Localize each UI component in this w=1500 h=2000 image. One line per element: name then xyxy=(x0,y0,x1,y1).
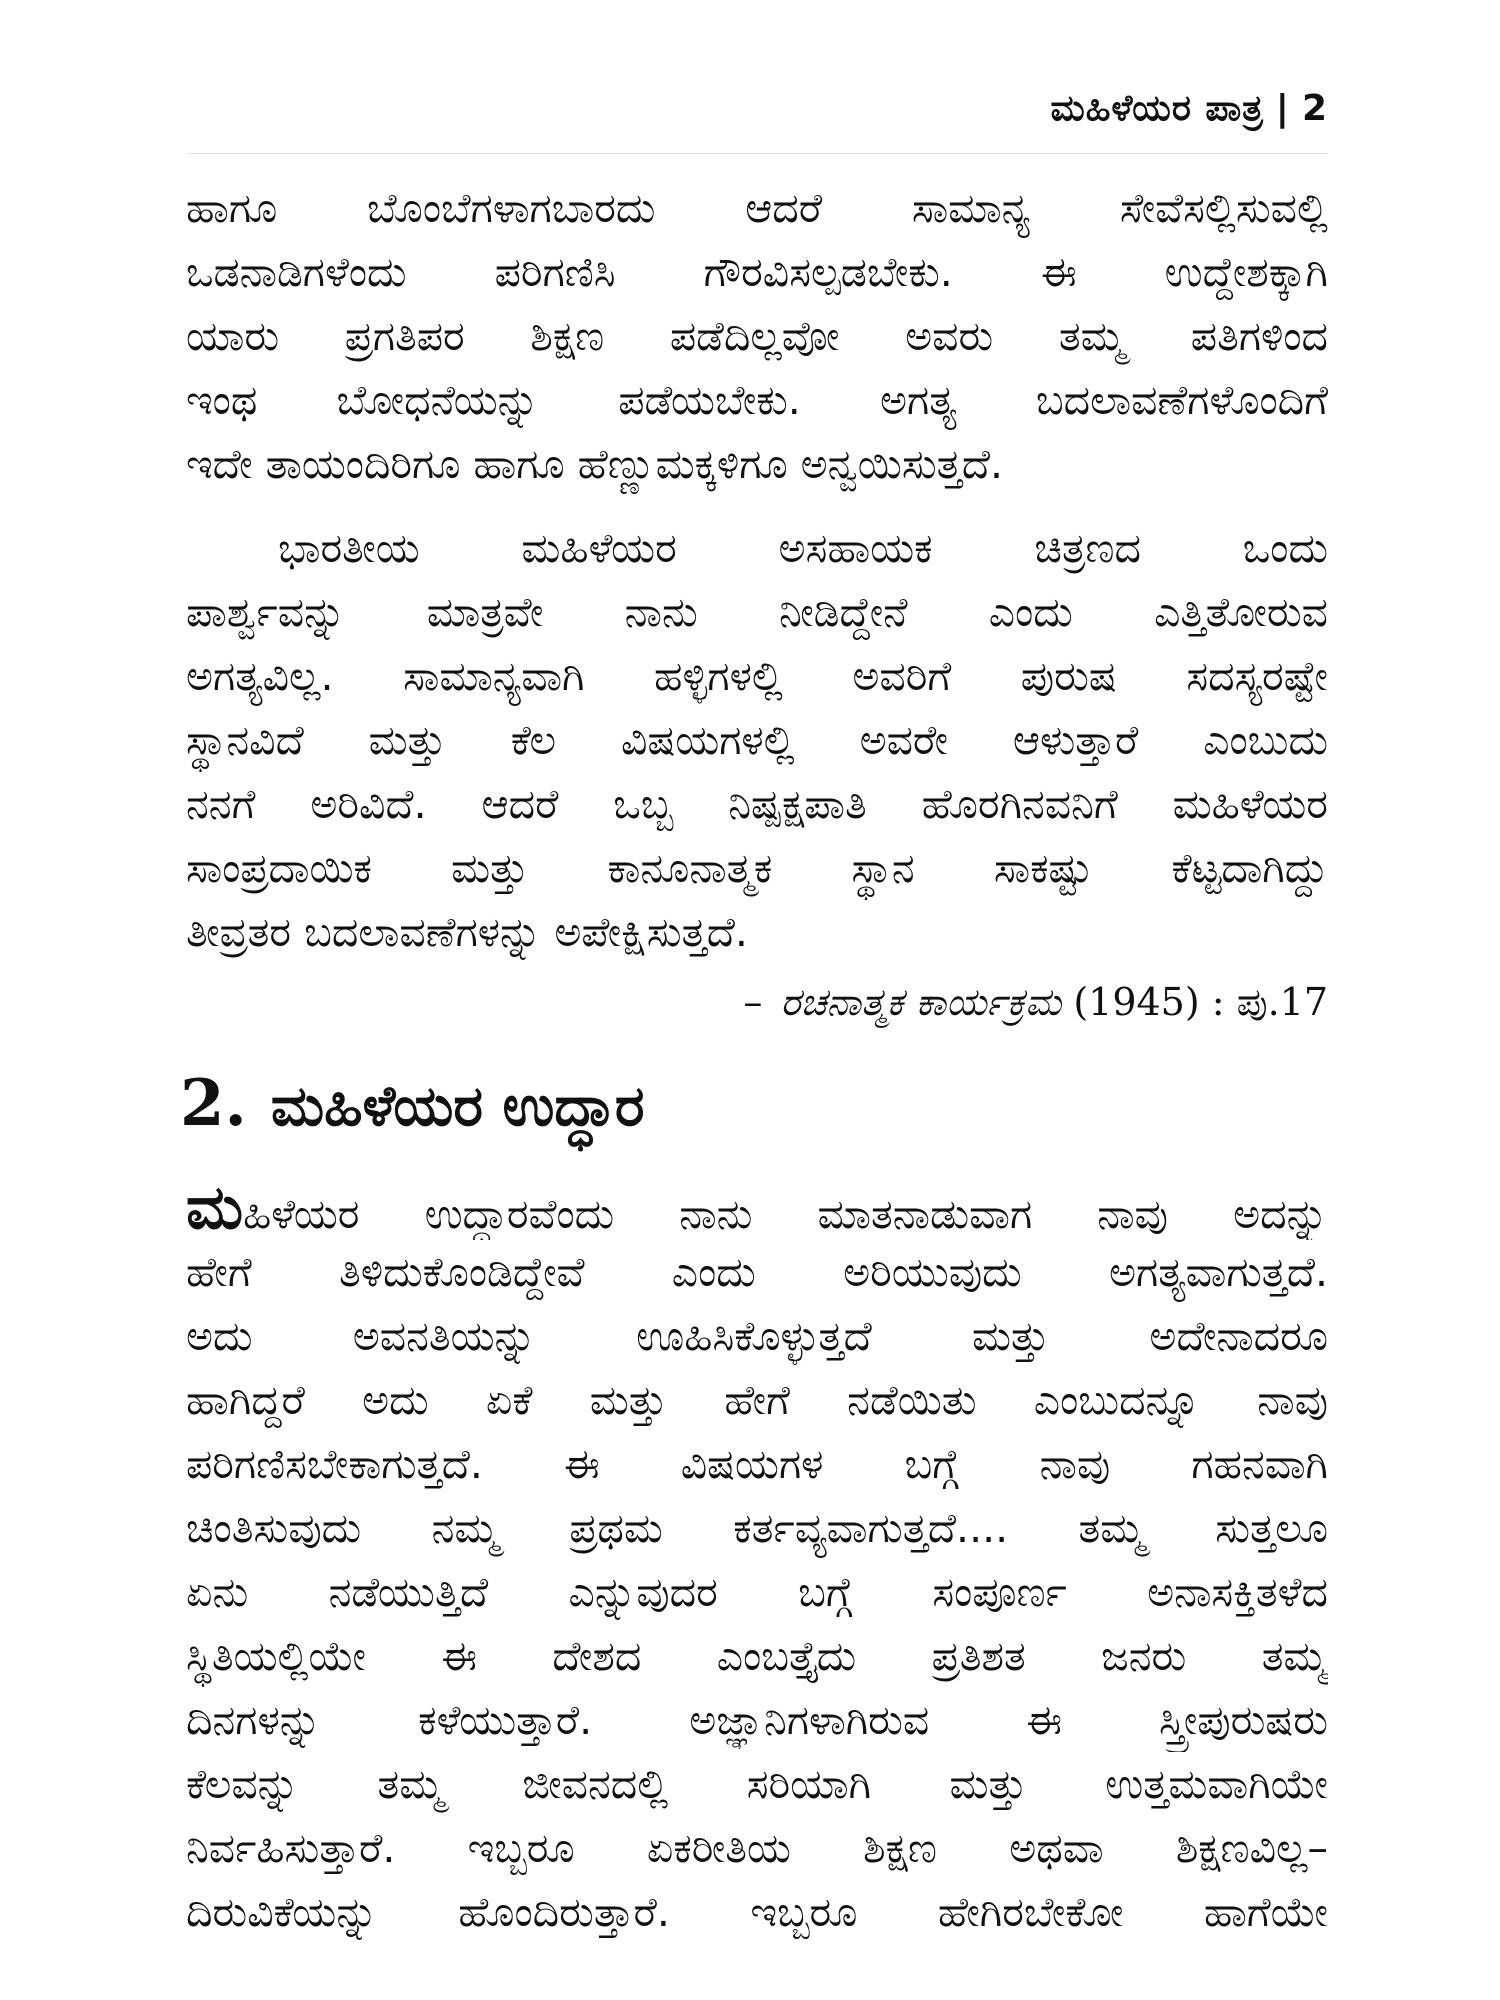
first-text-line xyxy=(186,1176,1328,1240)
text-line: ಹಾಗೂ ಬೊಂಬೆಗಳಾಗಬಾರದು ಆದರೆ ಸಾಮಾನ್ಯ ಸೇವೆಸಲ್ಲಿಸುವಲ್ಲಿ xyxy=(186,184,1328,232)
header-rule xyxy=(186,153,1328,154)
text-line: ಸಾಂಪ್ರದಾಯಿಕ ಮತ್ತು ಕಾನೂನಾತ್ಮಕ ಸ್ಥಾನ ಸಾಕಷ್ಟು ಕೆಟ್ಟದಾಗಿದ್ದು xyxy=(186,844,1328,892)
text-line: ಅದು ಅವನತಿಯನ್ನು ಊಹಿಸಿಕೊಳ್ಳುತ್ತದೆ ಮತ್ತು ಅದೇನಾದರೂ xyxy=(186,1312,1328,1360)
text-line: ಸ್ಥಿತಿಯಲ್ಲಿಯೇ ಈ ದೇಶದ ಎಂಬತ್ತೈದು ಪ್ರತಿಶತ ಜನರು ತಮ್ಮ xyxy=(186,1632,1328,1680)
text-line: ಭಾರತೀಯ ಮಹಿಳೆಯರ ಅಸಹಾಯಕ ಚಿತ್ರಣದ ಒಂದು xyxy=(278,524,1328,572)
text-line: ಒಡನಾಡಿಗಳೆಂದು ಪರಿಗಣಿಸಿ ಗೌರವಿಸಲ್ಪಡಬೇಕು. ಈ ಉದ್ದೇಶಕ್ಕಾಗಿ xyxy=(186,248,1328,296)
section-heading xyxy=(180,1066,644,1141)
header-title: ಮಹಿಳೆಯರ ಪಾತ್ರ xyxy=(1050,88,1264,129)
text-line: ಕೆಲವನ್ನು ತಮ್ಮ ಜೀವನದಲ್ಲಿ ಸರಿಯಾಗಿ ಮತ್ತು ಉತ್ತಮವಾಗಿಯೇ xyxy=(186,1760,1328,1808)
paragraph-2 xyxy=(186,516,1328,964)
paragraph-1 xyxy=(186,176,1328,496)
running-header xyxy=(1050,88,1328,130)
text-line: ಪರಿಗಣಿಸಬೇಕಾಗುತ್ತದೆ. ಈ ವಿಷಯಗಳ ಬಗ್ಗೆ ನಾವು ಗಹನವಾಗಿ xyxy=(186,1440,1328,1488)
text-line: ಇದೇ ತಾಯಂದಿರಿಗೂ ಹಾಗೂ ಹೆಣ್ಣುಮಕ್ಕಳಿಗೂ ಅನ್ವಯಿಸುತ್ತದೆ. xyxy=(186,440,1004,488)
text-line: ತೀವ್ರತರ ಬದಲಾವಣೆಗಳನ್ನು ಅಪೇಕ್ಷಿಸುತ್ತದೆ. xyxy=(186,908,748,956)
text-line: ಯಾರು ಪ್ರಗತಿಪರ ಶಿಕ್ಷಣ ಪಡೆದಿಲ್ಲವೋ ಅವರು ತಮ್ಮ ಪತಿಗಳಿಂದ xyxy=(186,312,1328,360)
section-title: ಮಹಿಳೆಯರ ಉದ್ಧಾರ xyxy=(270,1074,645,1139)
citation-detail: (1945) : ಪು.17 xyxy=(1073,980,1328,1024)
citation-dash: – xyxy=(743,980,763,1024)
citation xyxy=(743,980,1328,1025)
first-line-rest: ಹಿಳೆಯರ ಉದ್ಧಾರವೆಂದು ನಾನು ಮಾತನಾಡುವಾಗ ನಾವು ಅದನ್ನು xyxy=(243,1190,1328,1238)
section-number: 2. xyxy=(180,1066,247,1141)
header-separator: | xyxy=(1275,88,1290,129)
page-number: 2 xyxy=(1301,88,1328,129)
text-line: ದಿನಗಳನ್ನು ಕಳೆಯುತ್ತಾರೆ. ಅಜ್ಞಾನಿಗಳಾಗಿರುವ ಈ ಸ್ತ್ರೀಪುರುಷರು xyxy=(186,1696,1328,1744)
text-line: ಪಾರ್ಶ್ವವನ್ನು ಮಾತ್ರವೇ ನಾನು ನೀಡಿದ್ದೇನೆ ಎಂದು ಎತ್ತಿತೋರುವ xyxy=(186,588,1328,636)
drop-cap: ಮ xyxy=(186,1176,244,1240)
text-line: ನನಗೆ ಅರಿವಿದೆ. ಆದರೆ ಒಬ್ಬ ನಿಷ್ಪಕ್ಷಪಾತಿ ಹೊರಗಿನವನಿಗೆ ಮಹಿಳೆಯರ xyxy=(186,780,1328,828)
text-line: ಅಗತ್ಯವಿಲ್ಲ. ಸಾಮಾನ್ಯವಾಗಿ ಹಳ್ಳಿಗಳಲ್ಲಿ ಅವರಿಗೆ ಪುರುಷ ಸದಸ್ಯರಷ್ಟೇ xyxy=(186,652,1328,700)
text-line: ಹೇಗೆ ತಿಳಿದುಕೊಂಡಿದ್ದೇವೆ ಎಂದು ಅರಿಯುವುದು ಅಗತ್ಯವಾಗುತ್ತದೆ. xyxy=(186,1248,1328,1296)
text-line: ಸ್ಥಾನವಿದೆ ಮತ್ತು ಕೆಲ ವಿಷಯಗಳಲ್ಲಿ ಅವರೇ ಆಳುತ್ತಾರೆ ಎಂಬುದು xyxy=(186,716,1328,764)
citation-work-title: ರಚನಾತ್ಮಕ ಕಾರ್ಯಕ್ರಮ xyxy=(780,980,1062,1024)
text-line: ಹಾಗಿದ್ದರೆ ಅದು ಏಕೆ ಮತ್ತು ಹೇಗೆ ನಡೆಯಿತು ಎಂಬುದನ್ನೂ ನಾವು xyxy=(186,1376,1328,1424)
text-line: ನಿರ್ವಹಿಸುತ್ತಾರೆ. ಇಬ್ಬರೂ ಏಕರೀತಿಯ ಶಿಕ್ಷಣ ಅಥವಾ ಶಿಕ್ಷಣವಿಲ್ಲ– xyxy=(186,1824,1328,1872)
text-line: ಏನು ನಡೆಯುತ್ತಿದೆ ಎನ್ನುವುದರ ಬಗ್ಗೆ ಸಂಪೂರ್ಣ ಅನಾಸಕ್ತಿತಳೆದ xyxy=(186,1568,1328,1616)
text-line: ಇಂಥ ಬೋಧನೆಯನ್ನು ಪಡೆಯಬೇಕು. ಅಗತ್ಯ ಬದಲಾವಣೆಗಳೊಂದಿಗೆ xyxy=(186,376,1328,424)
text-line: ದಿರುವಿಕೆಯನ್ನು ಹೊಂದಿರುತ್ತಾರೆ. ಇಬ್ಬರೂ ಹೇಗಿರಬೇಕೋ ಹಾಗೆಯೇ xyxy=(186,1888,1328,1936)
section-body xyxy=(186,1176,1328,1944)
text-line: ಚಿಂತಿಸುವುದು ನಮ್ಮ ಪ್ರಥಮ ಕರ್ತವ್ಯವಾಗುತ್ತದೆ.... ತಮ್ಮ ಸುತ್ತಲೂ xyxy=(186,1504,1328,1552)
